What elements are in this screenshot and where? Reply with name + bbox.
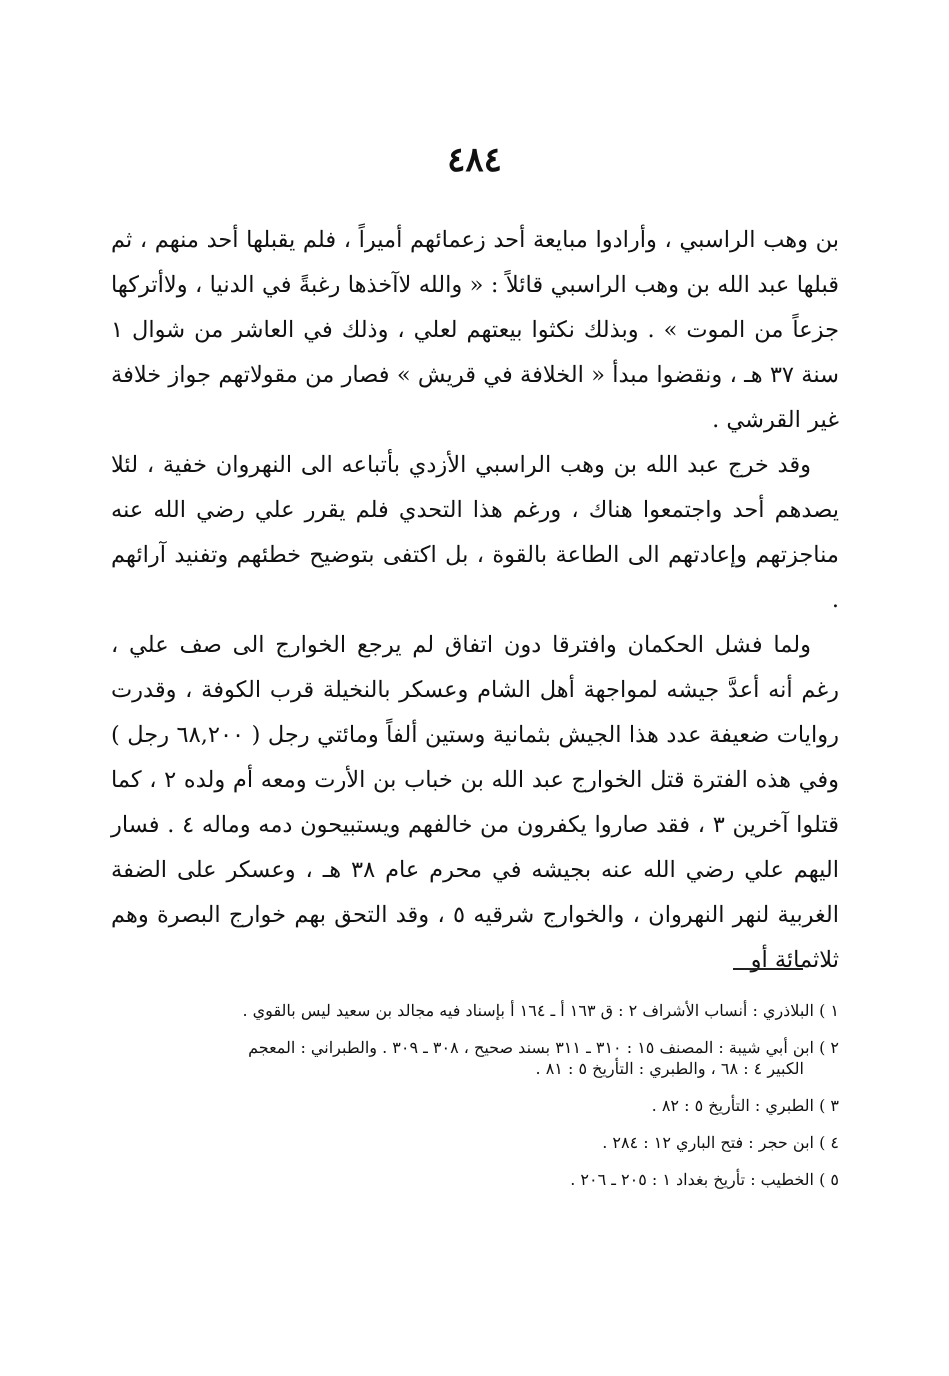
footnote-1 [104,1000,839,1021]
footnote-text: ابن حجر : فتح الباري ١٢ : ٢٨٤ . [602,1133,814,1152]
footnote-text: البلاذري : أنساب الأشراف ٢ : ق ١٦٣ أ ـ ١٦٤ أ بإسناد فيه مجالد بن سعيد ليس بالقوي . [242,1001,814,1020]
footnote-continuation: الكبير ٤ : ٦٨ ، والطبري : التأريخ ٥ : ٨١ . [535,1059,804,1078]
paragraph: وقد خرج عبد الله بن وهب الراسبي الأزدي بأتباعه الى النهروان خفية ، لئلا يصدهم أحد واجتمعوا هناك ، ورغم هذا التحدي فلم يقرر علي رضي الله عنه مناجزتهم وإعادتهم الى الطاعة بالقوة ، بل اكتفى بتوضيح خطئهم وتفنيد آرائهم . [111,452,839,613]
footnote-divider [733,968,803,970]
footnote-number: ٥ ) [819,1170,839,1189]
footnote-text: الطبري : التأريخ ٥ : ٨٢ . [651,1096,814,1115]
footnote-number: ٤ ) [819,1133,839,1152]
footnote-text: الخطيب : تأريخ بغداد ١ : ٢٠٥ ـ ٢٠٦ . [570,1170,814,1189]
paragraph: ولما فشل الحكمان وافترقا دون اتفاق لم يرجع الخوارج الى صف علي ، رغم أنه أعدَّ جيشه لمواجهة أهل الشام وعسكر بالنخيلة قرب الكوفة ، وقدرت روايات ضعيفة عدد هذا الجيش بثمانية وستين ألفاً ومائتي رجل ( ٦٨,٢٠٠ رجل ) وفي هذه الفترة قتل الخوارج عبد الله بن خباب بن الأرت ومعه أم ولده ٢ ، كما قتلوا آخرين ٣ ، فقد صاروا يكفرون من خالفهم ويستبيحون دمه وماله ٤ . فسار اليهم علي رضي الله عنه بجيشه في محرم عام ٣٨ هـ ، وعسكر على الضفة الغربية لنهر النهروان ، والخوارج شرقيه ٥ ، وقد التحق بهم خوارج البصرة وهم ثلاثمائة أو [111,632,840,973]
footnote-number: ٣ ) [819,1096,839,1115]
footnote-text: ابن أبي شيبة : المصنف ١٥ : ٣١٠ ـ ٣١١ بسند صحيح ، ٣٠٨ ـ ٣٠٩ . والطبراني : المعجم [248,1038,814,1057]
main-text [111,218,839,983]
footnote-3 [104,1095,839,1116]
page-number: ٤٨٤ [447,140,502,180]
footnote-number: ١ ) [819,1001,839,1020]
paragraph: بن وهب الراسبي ، وأرادوا مبايعة أحد زعمائهم أميراً ، فلم يقبلها أحد منهم ، ثم قبلها عبد الله بن وهب الراسبي قائلاً : « والله لاآخذها رغبةً في الدنيا ، ولاأتركها جزعاً من الموت » . وبذلك نكثوا بيعتهم لعلي ، وذلك في العاشر من شوال ١ سنة ٣٧ هـ ، ونقضوا مبدأ « الخلافة في قريش » فصار من مقولاتهم جواز خلافة غير القرشي . [111,227,839,433]
footnote-number: ٢ ) [819,1038,839,1057]
footnote-2 [104,1037,839,1079]
footnotes [104,1000,839,1206]
footnote-5 [104,1169,839,1190]
footnote-4 [104,1132,839,1153]
